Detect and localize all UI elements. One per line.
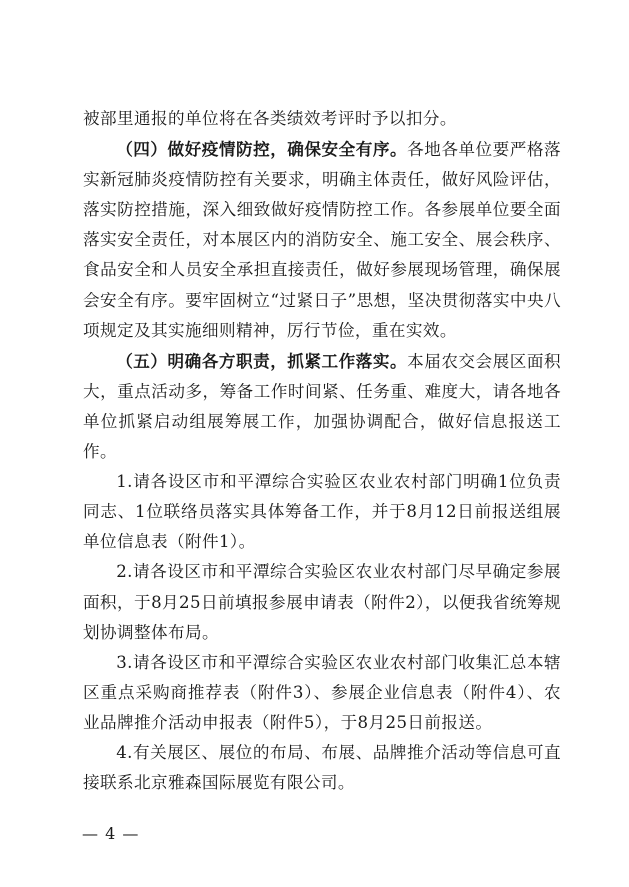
paragraph-section-4 [83,134,561,346]
section-heading-4: （四）做好疫情防控，确保安全有序。 [116,139,408,160]
paragraph-text: 被部里通报的单位将在各类绩效考评时予以扣分。 [83,109,457,128]
paragraph-section-5 [83,346,561,467]
paragraph-text: 3.请各设区市和平潭综合实验区农业农村部门收集汇总本辖区重点采购商推荐表（附件3）、参展企业信息表（附件4）、农业品牌推介活动申报表（附件5），于8月25日前报送。 [83,652,561,732]
list-item-1 [83,467,561,557]
list-item-2 [83,557,561,647]
paragraph-text: 2.请各设区市和平潭综合实验区农业农村部门尽早确定参展面积，于8月25日前填报参展申请表（附件2），以便我省统筹规划协调整体布局。 [83,562,561,642]
paragraph-text: 4.有关展区、展位的布局、布展、品牌推介活动等信息可直接联系北京雅森国际展览有限公司。 [83,742,561,793]
paragraph-text: 各地各单位要严格落实新冠肺炎疫情防控有关要求，明确主体责任，做好风险评估，落实防控措施，深入细致做好疫情防控工作。各参展单位要全面落实安全责任，对本展区内的消防安全、施工安全、展会秩序、食品安全和人员安全承担直接责任，做好参展现场管理，确保展会安全有序。要牢固树立“过紧日子”思想，坚决贯彻落实中央八项规定及其实施细则精神，厉行节俭，重在实效。 [83,140,561,340]
list-item-3 [83,648,561,738]
paragraph-continuation [83,104,561,134]
document-body [83,104,561,798]
list-item-4 [83,738,561,798]
paragraph-text: 1.请各设区市和平潭综合实验区农业农村部门明确1位负责同志、1位联络员落实具体筹备工作，并于8月12日前报送组展单位信息表（附件1）。 [83,472,561,552]
paragraph-text: 本届农交会展区面积大，重点活动多，筹备工作时间紧、任务重、难度大，请各地各单位抓紧启动组展筹展工作，加强协调配合，做好信息报送工作。 [83,351,561,462]
page-number: — 4 — [82,824,140,843]
section-heading-5: （五）明确各方职责，抓紧工作落实。 [116,350,408,371]
